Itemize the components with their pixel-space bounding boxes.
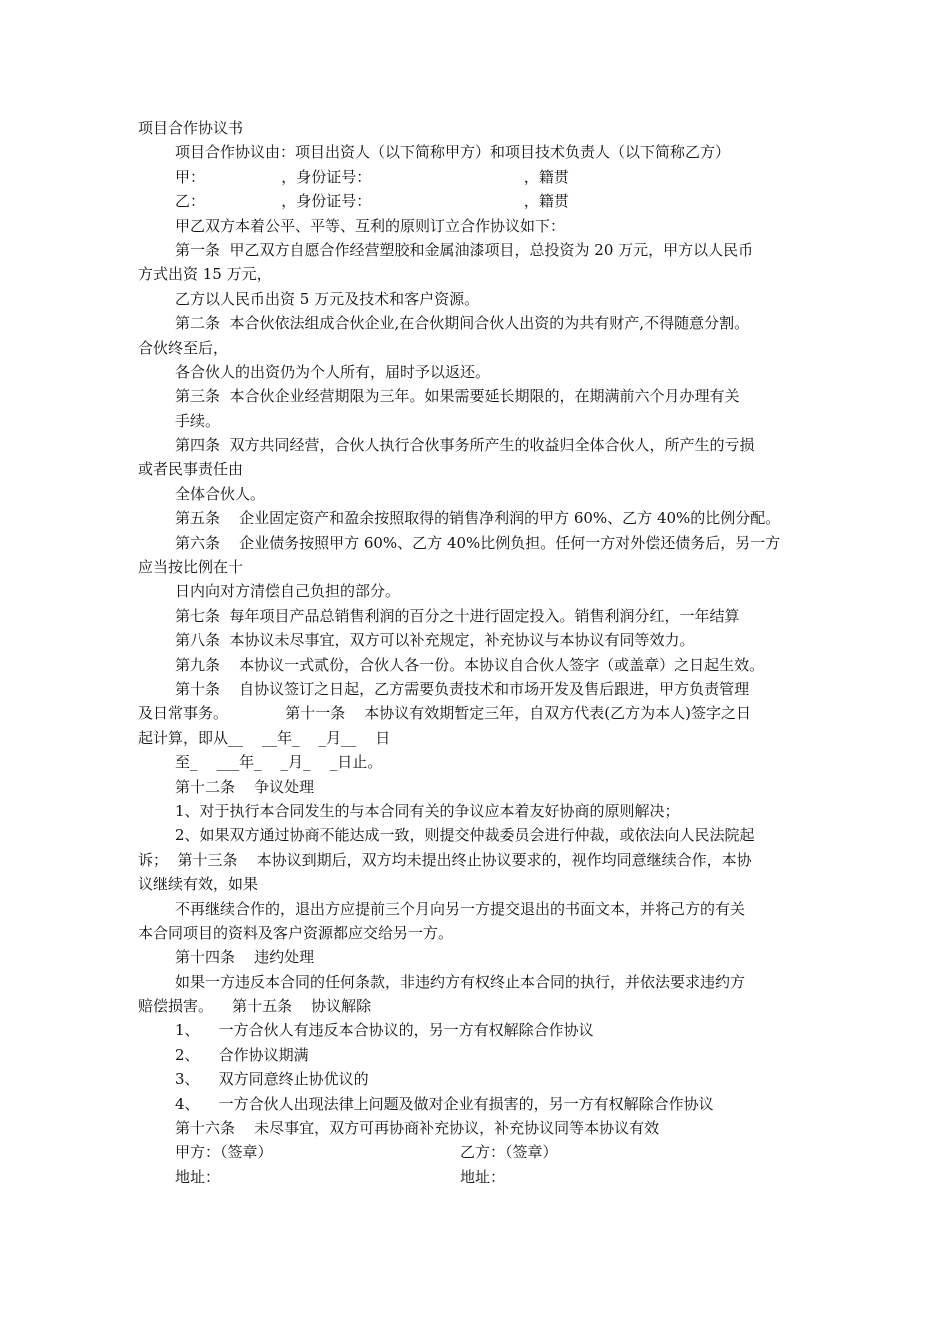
- document-line: 1、对于执行本合同发生的与本合同有关的争议应本着友好协商的原则解决；: [175, 801, 680, 820]
- document-body: [138, 116, 818, 1189]
- document-line: 甲乙双方本着公平、平等、互利的原则订立合作协议如下：: [175, 216, 566, 235]
- document-line: 应当按比例在十: [138, 558, 244, 577]
- document-line: 乙： ，身份证号： ，籍贯: [175, 192, 569, 211]
- document-line: 全体合伙人。: [175, 484, 266, 503]
- document-line: 4、 一方合伙人出现法律上问题及做对企业有损害的，另一方有权解除合作协议: [175, 1094, 714, 1113]
- document-line: 2、 合作协议期满: [175, 1045, 309, 1064]
- signature-row: [138, 1140, 818, 1164]
- document-line: 第二条 本合伙依法组成合伙企业,在合伙期间合伙人出资的为共有财产,不得随意分割。: [175, 314, 750, 333]
- document-line: 第十六条 未尽事宜，双方可再协商补充协议，补充协议同等本协议有效: [175, 1119, 660, 1138]
- document-line: 如果一方违反本合同的任何条款，非违约方有权终止本合同的执行，并依法要求违约方: [175, 972, 746, 991]
- document-line: 本合同项目的资料及客户资源都应交给另一方。: [138, 923, 454, 942]
- document-line: 第一条 甲乙双方自愿合作经营塑胶和金属油漆项目，总投资为 20 万元，甲方以人民币: [175, 240, 754, 259]
- document-line: 第六条 企业债务按照甲方 60%、乙方 40%比例负担。任何一方对外偿还债务后，另一方: [175, 533, 781, 552]
- document-line: 至_ ___年_ _月_ _日止。: [175, 753, 383, 772]
- document-line: 第五条 企业固定资产和盈余按照取得的销售净利润的甲方 60%、乙方 40%的比例分配。: [175, 509, 781, 528]
- document-line: 第十四条 违约处理: [175, 948, 315, 967]
- document-line: 项目合作协议由：项目出资人（以下简称甲方）和项目技术负责人（以下简称乙方）: [175, 143, 731, 162]
- document-line: 赔偿损害。 第十五条 协议解除: [138, 997, 372, 1016]
- document-line: 甲： ，身份证号： ，籍贯: [175, 167, 569, 186]
- document-line: 乙方以人民币出资 5 万元及技术和客户资源。: [175, 289, 480, 308]
- document-line: 第四条 双方共同经营，合伙人执行合伙事务所产生的收益归全体合伙人，所产生的亏损: [175, 436, 755, 455]
- document-line: 不再继续合作的，退出方应提前三个月向另一方提交退出的书面文本，并将己方的有关: [175, 899, 746, 918]
- document-line: 1、 一方合伙人有违反本合协议的，另一方有权解除合作协议: [175, 1021, 594, 1040]
- address-row: [138, 1165, 818, 1189]
- document-line: 诉； 第十三条 本协议到期后，双方均未提出终止协议要求的，视作均同意继续合作，本协: [138, 850, 752, 869]
- document-line: 3、 双方同意终止协优议的: [175, 1070, 369, 1089]
- document-line: 2、如果双方通过协商不能达成一致，则提交仲裁委员会进行仲裁，或依法向人民法院起: [175, 826, 755, 845]
- party-b-signature: 乙方：（签章）: [460, 1143, 558, 1162]
- document-line: 第十条 自协议签订之日起，乙方需要负责技术和市场开发及售后跟进，甲方负责管理: [175, 679, 750, 698]
- clause-lines: [138, 140, 818, 1140]
- document-line: 第三条 本合伙企业经营期限为三年。如果需要延长期限的，在期满前六个月办理有关: [175, 387, 740, 406]
- document-line: 或者民事责任由: [138, 460, 244, 479]
- document-line: 日内向对方清偿自己负担的部分。: [175, 582, 401, 601]
- party-a-address: 地址：: [175, 1167, 221, 1186]
- document-line: 第九条 本协议一式贰份，合伙人各一份。本协议自合伙人签字（或盖章）之日起生效。: [175, 655, 765, 674]
- document-line: 第十二条 争议处理: [175, 777, 315, 796]
- document-line: 合伙终至后，: [138, 338, 229, 357]
- document-line: 第七条 每年项目产品总销售利润的百分之十进行固定投入。销售利润分红，一年结算: [175, 606, 740, 625]
- document-line: 各合伙人的出资仍为个人所有，届时予以返还。: [175, 362, 491, 381]
- document-line: 及日常事务。 第十一条 本协议有效期暂定三年，自双方代表(乙方为本人)签字之日: [138, 704, 751, 723]
- document-line: 起计算，即从__ __年_ _月__ 日: [138, 728, 391, 747]
- party-a-signature: 甲方：（签章）: [175, 1143, 273, 1162]
- document-title: 项目合作协议书: [138, 119, 244, 137]
- document-line: 议继续有效，如果: [138, 875, 259, 894]
- document-line: 方式出资 15 万元，: [138, 265, 272, 284]
- party-b-address: 地址：: [460, 1167, 506, 1186]
- document-line: 第八条 本协议未尽事宜，双方可以补充规定，补充协议与本协议有同等效力。: [175, 631, 695, 650]
- document-line: 手续。: [175, 411, 221, 430]
